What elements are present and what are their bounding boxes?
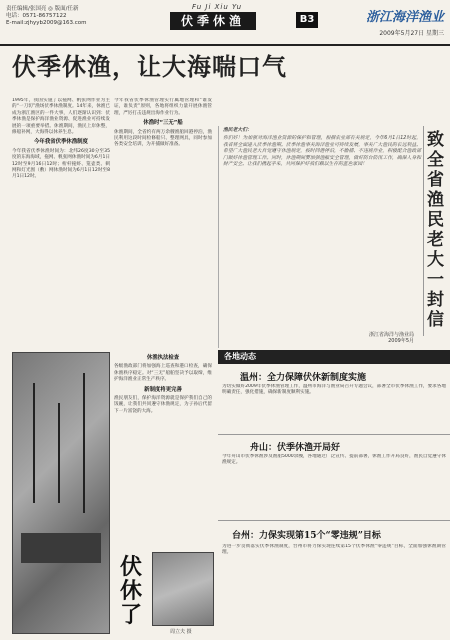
section-pinyin: Fu Ji Xiu Yu <box>192 3 243 11</box>
letter-body <box>223 128 421 168</box>
news-title: 温州：全力保障伏休新制度实施 <box>240 373 367 383</box>
harbor-photo <box>152 552 214 626</box>
letter-org: 浙江省海洋与渔业局 <box>369 332 415 338</box>
letter-date: 2009年5月 <box>388 338 415 344</box>
page-number: B3 <box>296 12 318 28</box>
article-paragraph: 休渔期间，全省约有两万余艘渔船回港停泊，渔民利用这段时间检修船只、整理网具，同时参加各类安全培训，为开捕做好准备。 <box>114 129 212 148</box>
editor-line: 责任编辑/张国亮 ◎ 版面/任新 <box>6 6 79 12</box>
open-letter <box>218 126 450 348</box>
boat-mast <box>83 373 85 513</box>
article-subhead: 休渔时“三无”船 <box>143 120 183 127</box>
article-paragraph: 今年我省伏季休渔时间为：北纬26度30分至35度的东海海域，拖网、帆张网休渔时间为6月1日12时至9月16日12时；桁杆拖虾、笼壶类、刺网和灯光围（敷）网休渔时间为6月1日12时至8月1日12时。 <box>12 148 110 180</box>
boat-mast <box>58 403 60 503</box>
editor-info <box>6 6 116 27</box>
feature-title: 伏休了 <box>120 554 143 628</box>
article-paragraph: 1995年，我国实施了以拖网、帆张网作业为主的“一刀切”渔场伏季休渔制度。14年来，休渔已成为浙江渔区的一件大事，人们逐渐认识到：伏季休渔是保护海洋渔业资源、促进渔业可持续发展的一项重要举措。休渔期间，渔民上岸休整，修船补网，大海得以休养生息。 <box>12 98 110 136</box>
page-header <box>0 0 450 46</box>
divider <box>218 434 450 435</box>
photo-credit: 周立夫 摄 <box>170 629 192 635</box>
article-paragraph: 渔民朋友们，保护海洋资源就是保护我们自己的饭碗，让我们共同遵守休渔规定，为子孙后代留下一片富饶的大海。 <box>114 396 212 414</box>
phone-line: 电话：0571-86757122 <box>6 13 67 19</box>
letter-text: 你们好！为加强对海洋渔业资源的保护和管理，根据农业部有关规定，今年6月1日12时起，我省将全面进入伏季休渔期。伏季休渔事关海洋渔业可持续发展，事关广大渔民的长远利益。希望广大渔民老大自觉遵守休渔规定，按时回港停泊，不偷捕、不违规作业，积极配合渔政部门做好休渔管理工作。同时，休渔期间要加强渔船安全管理，做好防台防汛工作，确保人身和财产安全。让我们携起手来，共同保护好我们赖以生存的蓝色家园！ <box>223 136 421 168</box>
boat-mast <box>33 383 35 503</box>
article-column-3 <box>114 352 212 542</box>
main-headline: 伏季休渔，让大海喘口气 <box>12 52 287 81</box>
article-paragraph: 今年我省伏季休渔管理实行属地管理和“谁发证，谁负责”原则，各地将组织力量开展休渔管理，严厉打击违规出海作业行为。 <box>114 98 212 116</box>
article-column-2 <box>114 98 212 346</box>
issue-date: 2009年5月27日 星期三 <box>379 30 444 37</box>
news-title: 台州：力保实现第15个“零违规”目标 <box>232 531 381 541</box>
email-line: E-mail:zjhyyb2009@163.com <box>6 20 87 26</box>
article-subhead: 新制度将更完善 <box>144 386 182 393</box>
fishing-boats-photo <box>12 352 110 634</box>
paper-name: 浙江海洋渔业 <box>365 10 444 25</box>
section-banner: 伏季休渔 <box>170 12 256 30</box>
section-heading: 各地动态 <box>218 350 450 364</box>
letter-title: 致全省渔民老大一封信 <box>423 126 447 336</box>
article-subhead: 今年我省伏季休渔制度 <box>34 139 88 146</box>
letter-greeting: 渔民老大们： <box>223 128 252 133</box>
news-title: 舟山：伏季休渔开局好 <box>250 443 341 453</box>
letter-signature <box>369 332 414 344</box>
news-body: 为进一步贯彻落实伏季休渔制度，台州市将力保实现连续第15个伏季休渔“零违规”目标，全面加强休渔期管理。 <box>222 544 446 556</box>
divider <box>218 520 450 521</box>
boat-hull <box>21 533 101 563</box>
article-subhead: 休渔执法检查 <box>146 355 180 361</box>
news-body: 今年舟山市伏季休渔涉及渔船5000余艘，各地通过广泛宣传、提前部署，休渔工作开局良好，渔民自觉遵守休渔规定。 <box>222 454 446 466</box>
article-paragraph: 各级渔政部门将加强海上巡查和港口检查，确保休渔秩序稳定。对“三无”船舶坚决予以取缔，维护海洋渔业正常生产秩序。 <box>114 364 212 383</box>
article-column-1 <box>12 98 110 346</box>
news-body: 为切实做好2009年伏季休渔管理工作，温州市海洋与渔业局召开专题会议，部署全市伏季休渔工作，要求各地明确责任，强化措施，确保新制度顺利实施。 <box>222 384 446 396</box>
